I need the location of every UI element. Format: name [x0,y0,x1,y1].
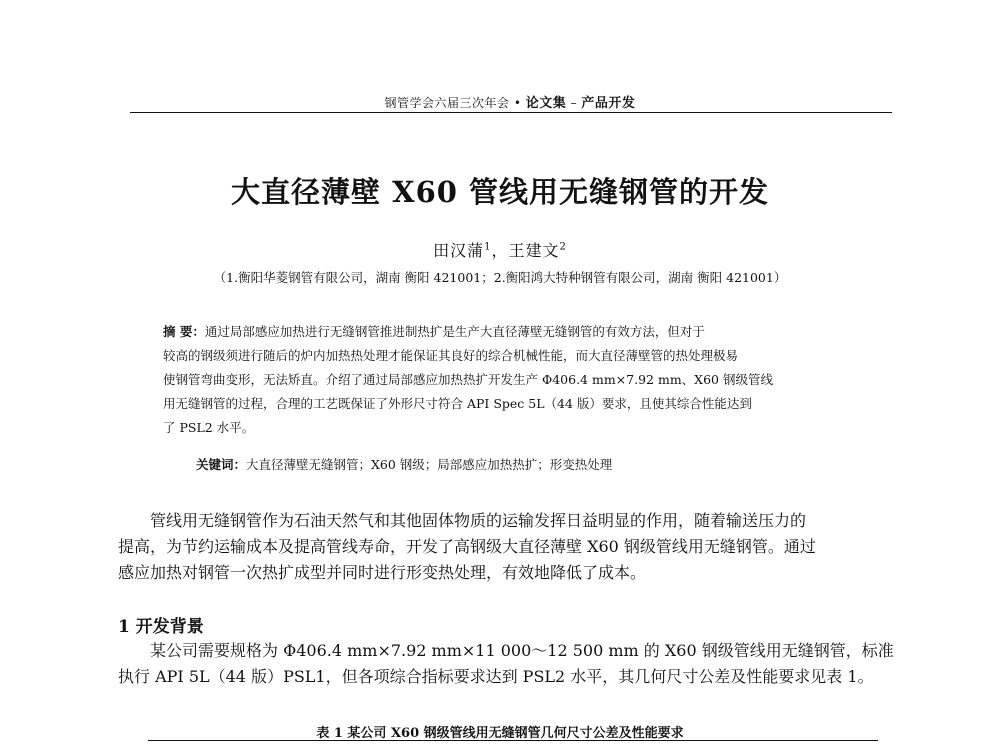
header-separator: – [566,96,582,110]
table-caption: 表 1 某公司 X60 钢级管线用无缝钢管几何尺寸公差及性能要求 [316,726,684,741]
author-separator: ， [491,241,509,260]
abstract-line: 了 PSL2 水平。 [163,420,255,435]
running-header [130,92,890,111]
body-line: 某公司需要规格为 Φ406.4 mm×7.92 mm×11 000～12 500 mm 的 X60 钢级管线用无缝钢管，标准 [150,641,894,660]
abstract-line: 使钢管弯曲变形，无法矫直。介绍了通过局部感应加热热扩开发生产 Φ406.4 mm×7.92 mm、X60 钢级管线 [163,372,773,387]
header-rule [130,112,892,113]
author-2-affil-mark: 2 [559,241,567,253]
body-line: 管线用无缝钢管作为石油天然气和其他固体物质的运输发挥日益明显的作用，随着输送压力的 [150,511,807,530]
author-2: 王建文 [508,241,560,260]
keywords-label: 关键词： [196,457,247,472]
author-1-affil-mark: 1 [484,241,492,253]
section-heading: 1 开发背景 [118,617,204,637]
body-line: 提高，为节约运输成本及提高管线寿命，开发了高钢级大直径薄壁 X60 钢级管线用无缝钢管。通过 [118,537,816,556]
paper-title: 大直径薄壁 X60 管线用无缝钢管的开发 [230,175,770,209]
abstract [163,320,858,440]
intro-paragraph [118,508,890,586]
abstract-label: 摘 要： [163,324,205,339]
author-1: 田汉蒲 [433,241,485,260]
keywords-text: 大直径薄壁无缝钢管；X60 钢级；局部感应加热热扩；形变热处理 [246,457,613,472]
abstract-line: 用无缝钢管的过程，合理的工艺既保证了外形尺寸符合 API Spec 5L（44 版）要求，且使其综合性能达到 [163,396,752,411]
header-section: 产品开发 [581,96,636,111]
abstract-line: 较高的钢级须进行随后的炉内加热热处理才能保证其良好的综合机械性能，而大直径薄壁管的热处理极易 [163,348,739,363]
header-collection: 论文集 [525,96,567,111]
author-line [0,238,1000,261]
abstract-line [163,320,858,344]
header-prefix: 钢管学会六届三次年会 • [384,96,526,110]
abstract-line-text: 通过局部感应加热进行无缝钢管推进制热扩是生产大直径薄壁无缝钢管的有效方法，但对于 [204,324,705,339]
body-line: 感应加热对钢管一次热扩成型并同时进行形变热处理，有效地降低了成本。 [118,563,647,582]
table-top-rule [148,740,878,741]
keywords [196,455,856,473]
affiliations: （1.衡阳华菱钢管有限公司，湖南 衡阳 421001；2.衡阳鸿大特种钢管有限公司，湖南 衡阳 421001） [213,270,787,285]
section-paragraph [118,638,894,690]
body-line: 执行 API 5L（44 版）PSL1，但各项综合指标要求达到 PSL2 水平，其几何尺寸公差及性能要求见表 1。 [118,667,874,686]
